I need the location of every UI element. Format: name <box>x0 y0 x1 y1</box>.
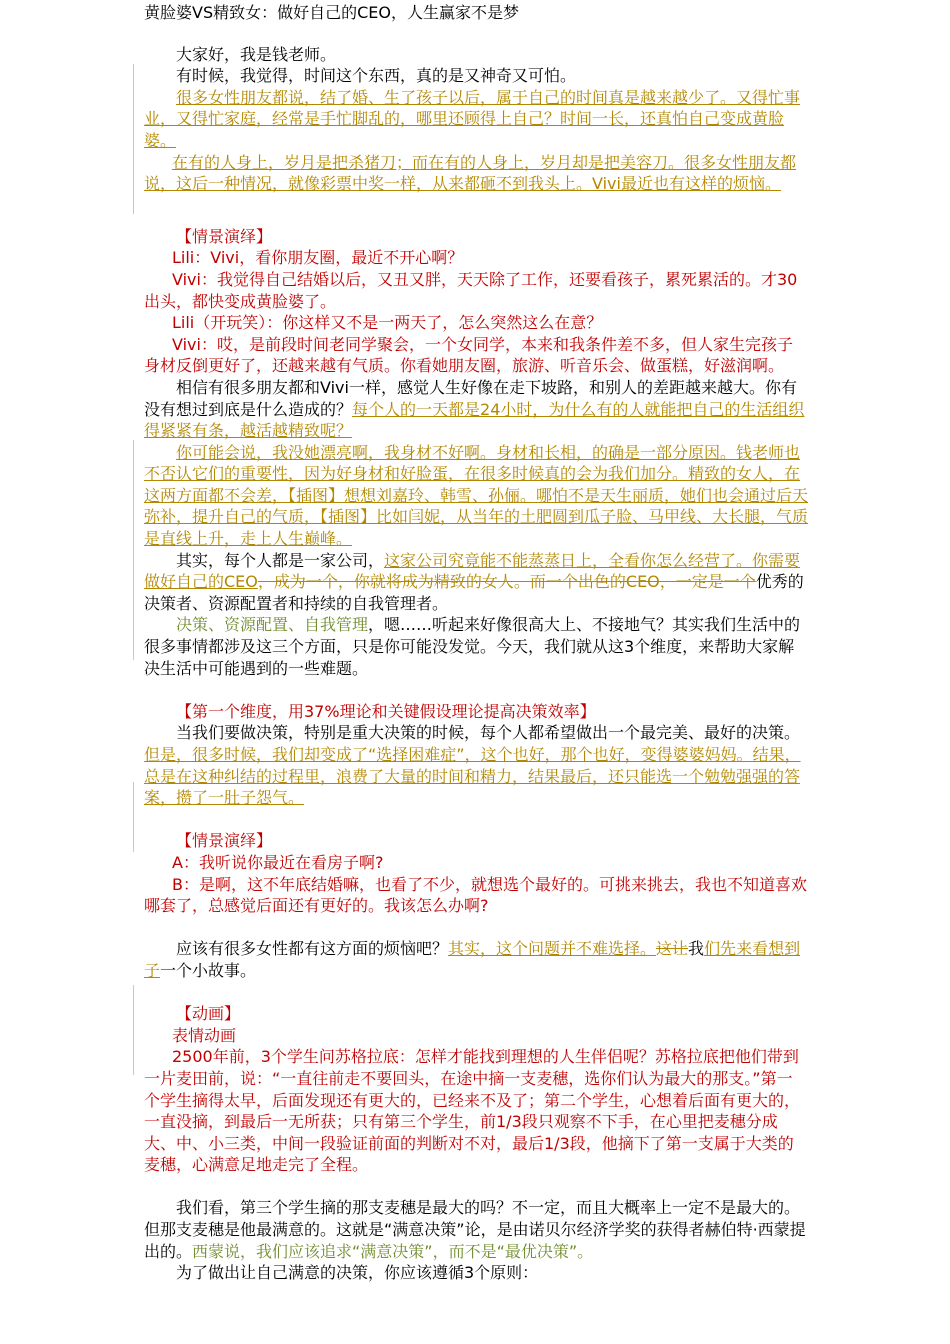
dialogue-line: B：是啊，这不年底结婚嘛，也看了不少，就想选个最好的。可挑来挑去，我也不知道喜欢哪套了，总感觉后面还有更好的。我该怎么办啊? <box>144 874 807 916</box>
highlight-text: 西蒙说，我们应该追求“满意决策”，而不是“最优决策”。 <box>192 1241 594 1261</box>
scene-heading: 【情景演绎】 <box>176 226 273 246</box>
intro-paragraph <box>144 152 808 195</box>
dimension-heading: 【第一个维度，用37%理论和关键假设理论提高决策效率】 <box>176 701 596 721</box>
body-paragraph <box>144 1197 808 1262</box>
body-paragraph <box>144 442 808 550</box>
body-paragraph <box>144 377 808 442</box>
intro-paragraph <box>144 87 808 152</box>
revision-bar <box>133 440 134 660</box>
story-paragraph: 2500年前，3个学生问苏格拉底：怎样才能找到理想的人生伴侣呢？苏格拉底把他们带到一片麦田前，说：“一直往前走不要回头，在途中摘一支麦穗，选你们认为最大的那支。”第一个学生摘得太早，后面发现还有更大的，已经来不及了；第二个学生，心想着后面有更大的，一直没摘，到最后一无所获；只有第三个学生，前1/3段只观察不下手，在心里把麦穗分成大、中、小三类，中间一段验证前面的判断对不对，最后1/3段，他摘下了第一支属于大类的麦穗，心满意足地走完了全程。 <box>144 1047 801 1175</box>
tracked-insertion: 但是，很多时候，我们却变成了“选择困难症”，这个也好，那个也好，变得婆婆妈妈。结果，总是在这种纠结的过程里，浪费了大量的时间和精力，结果最后，还只能选一个勉勉强强的答案，攒了一肚子怨气。 <box>144 745 801 808</box>
tracked-deletion: ，成为一个，你就将成为精致的女人。而一个出色的CEO，一定是一个 <box>257 572 756 592</box>
body-paragraph <box>144 614 808 679</box>
body-text: 其实，每个人都是一家公司， <box>176 550 385 570</box>
body-text: 优秀的决策者、资源配置者和持续的自我管理者。 <box>144 572 804 613</box>
animation-subtitle: 表情动画 <box>172 1025 237 1045</box>
body-text: 应该有很多女性都有这方面的烦恼吧？ <box>176 939 449 959</box>
document-page <box>144 2 808 1284</box>
body-text: ，嗯……听起来好像很高大上、不接地气？其实我们生活中的很多事情都涉及这三个方面，只是你可能没发觉。今天，我们就从这3个维度，来帮助大家解决生活中可能遇到的一些难题。 <box>144 615 801 678</box>
tracked-insertion: 很多女性朋友都说，结了婚、生了孩子以后，属于自己的时间真是越来越少了。又得忙事业，又得忙家庭，经常是手忙脚乱的，哪里还顾得上自己？时间一长，还真怕自己变成黄脸婆。 <box>144 87 801 150</box>
intro-paragraph: 有时候，我觉得，时间这个东西，真的是又神奇又可怕。 <box>176 66 577 86</box>
tracked-deletion: 这让 <box>656 939 689 959</box>
tracked-insertion: 每个人的一天都是24小时，为什么有的人就能把自己的生活组织得紧紧有条，越活越精致呢？ <box>144 399 805 441</box>
revision-bar <box>133 985 134 1075</box>
body-text: 我 <box>688 939 705 959</box>
tracked-insertion: 在有的人身上，岁月是把杀猪刀；而在有的人身上，岁月却是把美容刀。很多女性朋友都说，这后一种情况，就像彩票中奖一样，从来都砸不到我头上。Vivi最近也有这样的烦恼。 <box>144 152 797 194</box>
dialogue-line: A：我听说你最近在看房子啊? <box>172 852 384 872</box>
intro-paragraph: 大家好，我是钱老师。 <box>176 44 337 64</box>
body-text: 相信有很多朋友都和Vivi一样，感觉人生好像在走下坡路，和别人的差距越来越大。你有没有想过到底是什么造成的？ <box>144 377 797 419</box>
body-paragraph <box>144 550 808 615</box>
tracked-insertion: 做好自己的CEO <box>144 572 258 592</box>
revision-bar <box>133 782 134 852</box>
body-paragraph <box>144 722 808 808</box>
dialogue-line: Vivi：我觉得自己结婚以后，又丑又胖，天天除了工作，还要看孩子，累死累活的。才30出头，都快变成黄脸婆了。 <box>144 269 798 311</box>
highlight-text: 决策、资源配置、自我管理 <box>176 615 369 635</box>
dialogue-line: Lili：Vivi，看你朋友圈，最近不开心啊？ <box>172 248 464 268</box>
body-paragraph: 为了做出让自己满意的决策，你应该遵循3个原则： <box>176 1263 539 1283</box>
tracked-insertion: 这家公司究竟能不能蒸蒸日上，全看你怎么经营了。你需要 <box>384 550 801 570</box>
body-text: 我们看，第三个学生摘的那支麦穗是最大的吗？不一定，而且大概率上一定不是最大的。但那支麦穗是他最满意的。这就是“满意决策”论，是由诺贝尔经济学奖的获得者赫伯特·西蒙提出的。 <box>144 1198 806 1261</box>
revision-bar <box>133 64 134 214</box>
body-text: 一个小故事。 <box>160 960 257 980</box>
tracked-insertion: 们先来看想到子 <box>144 939 801 980</box>
animation-heading: 【动画】 <box>176 1004 241 1024</box>
tracked-insertion: 你可能会说，我没她漂亮啊，我身材不好啊。身材和长相，的确是一部分原因。钱老师也不否认它们的重要性，因为好身材和好脸蛋，在很多时候真的会为我们加分。精致的女人，在这两方面都不会差，【插图】想想刘嘉玲、韩雪、孙俪。哪怕不是天生丽质，她们也会通过后天弥补，提升自己的气质，【插图】比如闫妮，从当年的土肥圆到瓜子脸、马甲线、大长腿，气质是直线上升，走上人生巅峰。 <box>144 442 809 549</box>
scene-heading: 【情景演绎】 <box>176 831 273 851</box>
tracked-insertion: 其实，这个问题并不难选择。 <box>448 939 657 959</box>
body-text: 当我们要做决策，特别是重大决策的时候，每个人都希望做出一个最完美、最好的决策。 <box>176 723 801 743</box>
dialogue-line: Lili（开玩笑）：你这样又不是一两天了，怎么突然这么在意？ <box>172 313 603 333</box>
body-paragraph <box>144 938 808 981</box>
doc-title: 黄脸婆VS精致女：做好自己的CEO，人生赢家不是梦 <box>144 3 519 22</box>
dialogue-line: Vivi：哎，是前段时间老同学聚会，一个女同学，本来和我条件差不多，但人家生完孩子身材反倒更好了，还越来越有气质。你看她朋友圈，旅游、听音乐会、做蛋糕，好滋润啊。 <box>144 334 793 376</box>
